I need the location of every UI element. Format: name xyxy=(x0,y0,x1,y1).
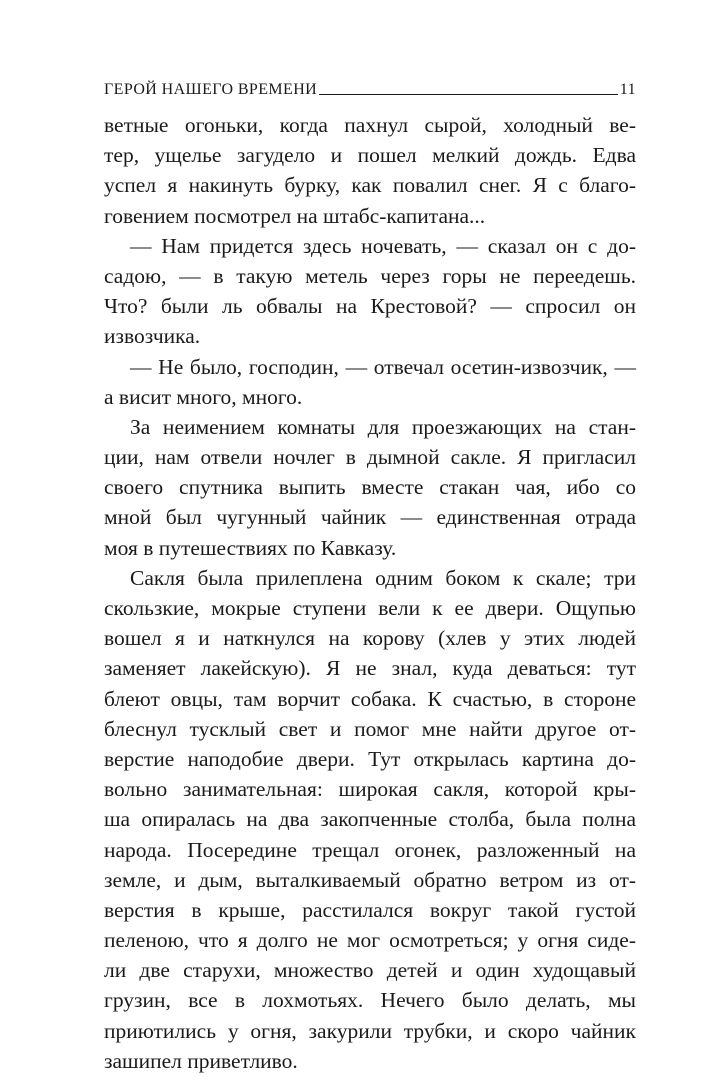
text-line: верстие наподобие двери. Тут открылась картина до- xyxy=(104,746,636,771)
body-text xyxy=(104,110,636,1076)
text-line: народа. Посередине трещал огонек, разложенный на xyxy=(104,837,636,862)
text-line: пеленою, что я долго не мог осмотреться; у огня сиде- xyxy=(104,928,636,953)
text-line: вольно занимательная: широкая сакля, которой кры- xyxy=(104,777,636,802)
text-line: — Нам придется здесь ночевать, — сказал он с до- xyxy=(130,233,636,258)
text-line: вошел я и наткнулся на корову (хлев у этих людей xyxy=(104,626,636,651)
text-line: ветные огоньки, когда пахнул сырой, холодный ве- xyxy=(104,113,636,137)
text-line: говением посмотрел на штабс-капитана... xyxy=(104,203,486,228)
paragraph xyxy=(104,110,636,231)
text-line: заменяет лакейскую). Я не знал, куда деваться: тут xyxy=(104,656,636,681)
text-line: ша опиралась на два закопченные столба, была полна xyxy=(104,807,636,832)
paragraph xyxy=(104,412,636,563)
text-line: успел я накинуть бурку, как повалил снег. Я с благо- xyxy=(104,173,636,198)
paragraph xyxy=(104,231,636,352)
header-rule xyxy=(319,94,618,95)
text-line: извозчика. xyxy=(104,324,201,349)
text-line: приютились у огня, закурили трубки, и скоро чайник xyxy=(104,1018,636,1043)
text-line: моя в путешествиях по Кавказу. xyxy=(104,535,397,560)
text-line: а висит много, много. xyxy=(104,384,303,409)
text-line: тер, ущелье загудело и пошел мелкий дождь. Едва xyxy=(104,143,636,168)
running-head xyxy=(104,76,636,100)
running-title: ГЕРОЙ НАШЕГО ВРЕМЕНИ xyxy=(104,81,318,98)
book-page xyxy=(104,76,636,1076)
text-line: блеют овцы, там ворчит собака. К счастью, в стороне xyxy=(104,686,636,711)
page-number: 11 xyxy=(619,81,636,98)
text-line: ции, нам отвели ночлег в дымной сакле. Я пригласил xyxy=(104,445,636,470)
text-line: — Не было, господин, — отвечал осетин-извозчик, — xyxy=(130,354,636,379)
text-line: ли две старухи, множество детей и один худощавый xyxy=(104,958,636,983)
text-line: своего спутника выпить вместе стакан чая, ибо со xyxy=(104,475,636,500)
paragraph xyxy=(104,563,636,1076)
text-line: Что? были ль обвалы на Крестовой? — спросил он xyxy=(104,294,636,319)
text-line: мной был чугунный чайник — единственная отрада xyxy=(104,505,636,530)
text-line: грузин, все в лохмотьях. Нечего было делать, мы xyxy=(104,988,636,1013)
text-line: зашипел приветливо. xyxy=(104,1048,298,1073)
text-line: земле, и дым, выталкиваемый обратно ветром из от- xyxy=(104,867,636,892)
text-line: садою, — в такую метель через горы не переедешь. xyxy=(104,263,636,288)
text-line: Сакля была прилеплена одним боком к скале; три xyxy=(130,565,636,590)
paragraph xyxy=(104,352,636,412)
text-line: верстия в крыше, расстилался вокруг такой густой xyxy=(104,897,636,922)
text-line: блеснул тусклый свет и помог мне найти другое от- xyxy=(104,716,636,741)
text-line: скользкие, мокрые ступени вели к ее двери. Ощупью xyxy=(104,596,636,620)
text-line: За неимением комнаты для проезжающих на стан- xyxy=(130,414,636,439)
